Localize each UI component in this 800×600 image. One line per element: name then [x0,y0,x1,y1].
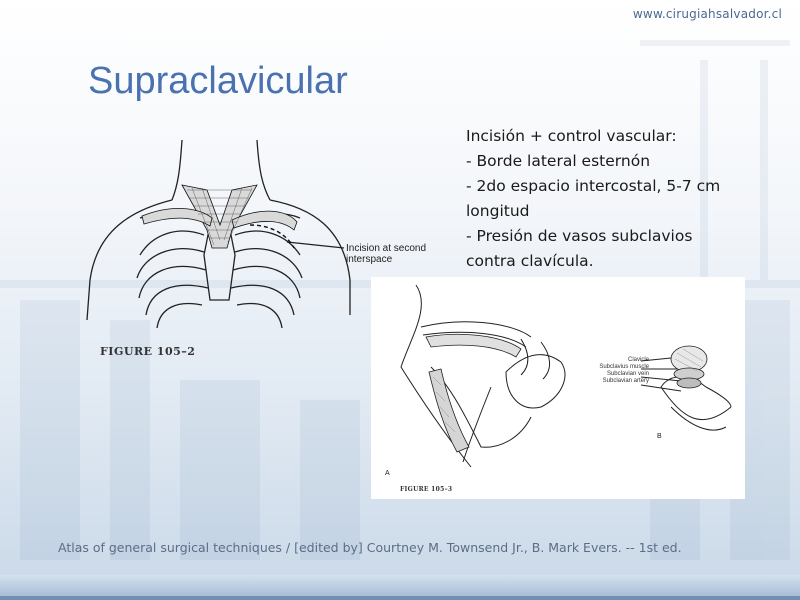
incision-label-line: Incision at second [346,243,427,254]
slide-title: Supraclavicular [88,60,348,102]
bullet-line: - 2do espacio intercostal, 5-7 cm [466,177,721,195]
citation-footer: Atlas of general surgical techniques / [edited by] Courtney M. Townsend Jr., B. Mark Evers. -- 1st ed. [58,540,682,555]
panel-a-label: A [385,470,390,477]
figure-2-panel [371,277,745,499]
header-url: www.cirugiahsalvador.cl [632,7,782,21]
bullet-line: - Presión de vasos subclavios [466,227,693,245]
bottom-line [0,596,800,600]
incision-label [346,243,446,265]
incision-label-line: interspace [346,254,393,265]
panel-b-label: B [657,433,662,440]
anatomy-label: Clavicle [627,357,649,363]
figure-1-caption: FIGURE 105–2 [100,345,196,358]
anatomy-label: Subclavian artery [602,378,649,384]
bullet-line: Incisión + control vascular: [466,127,677,145]
bullet-line: contra clavícula. [466,252,594,270]
figure-2-labels [593,357,649,385]
bullet-line: longitud [466,202,530,220]
subclavian-compression-illustration [371,277,745,499]
slide-text-block [466,124,786,274]
figure-2-caption: FIGURE 105–3 [400,486,453,493]
bullet-line: - Borde lateral esternón [466,152,651,170]
anatomy-label: Subclavian vein [606,371,649,377]
anatomy-label: Subclavius muscle [599,364,649,370]
